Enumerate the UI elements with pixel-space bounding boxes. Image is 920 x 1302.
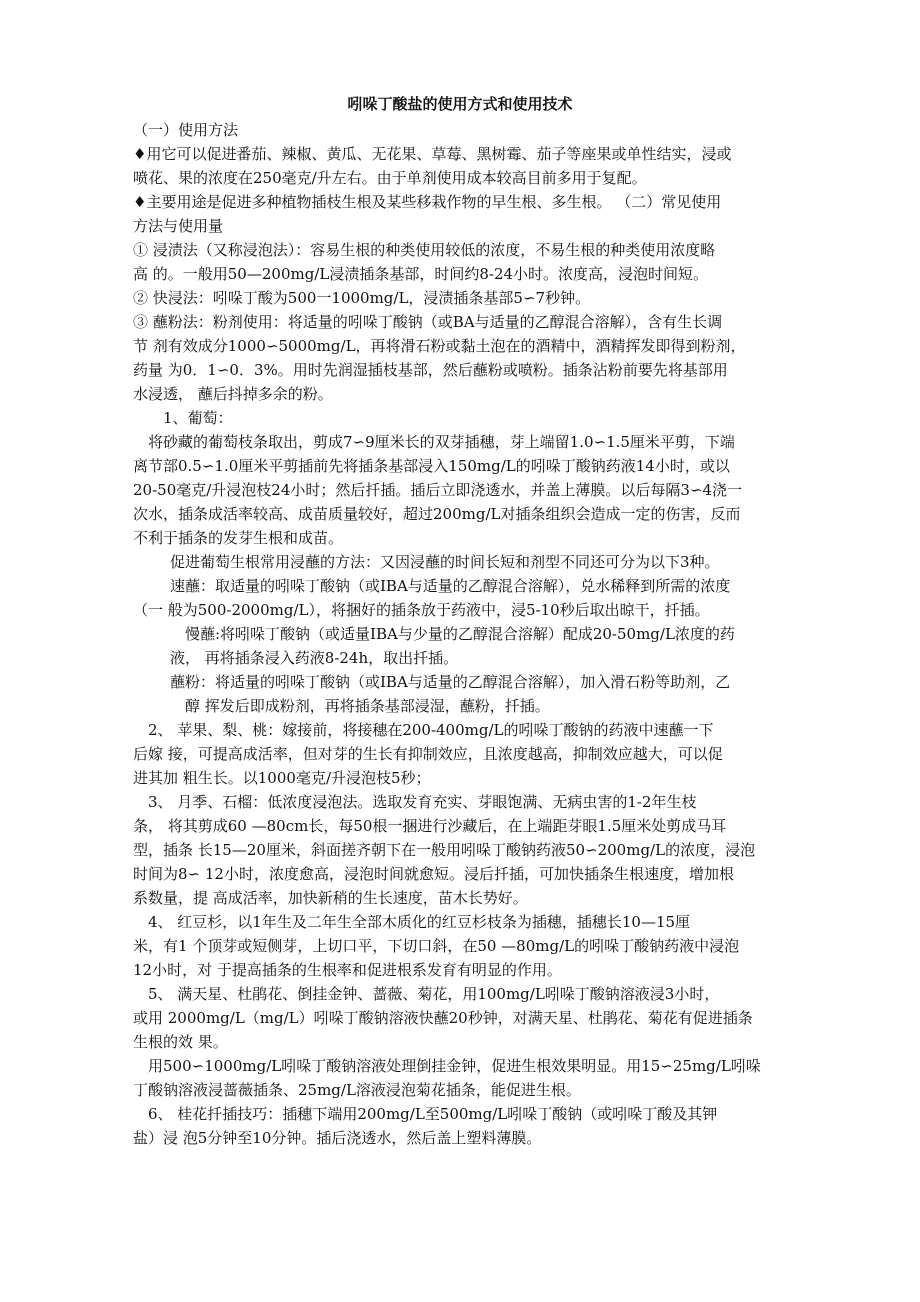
text-line: 速蘸：取适量的吲哚丁酸钠（或IBA与适量的乙醇混合溶解），兑水稀释到所需的浓度 [170, 577, 731, 595]
text-line: 盐）浸 泡5分钟至10分钟。插后浇透水，然后盖上塑料薄膜。 [133, 1129, 542, 1147]
text-line: 蘸粉：将适量的吲哚丁酸钠（或IBA与适量的乙醇混合溶解），加入滑石粉等助剂，乙 [170, 673, 731, 691]
text-line: 将砂藏的葡萄枝条取出，剪成7∽9厘米长的双芽插穗，芽上端留1.0∽1.5厘米平剪，下端 [148, 433, 735, 451]
text-line: 20-50毫克/升浸泡枝24小时；然后扦插。插后立即浇透水，并盖上薄膜。以后每隔3∽4浇一 [133, 481, 743, 499]
text-line: 生根的效 果。 [133, 1033, 228, 1051]
text-line: 用500∽1000mg/L吲哚丁酸钠溶液处理倒挂金钟，促进生根效果明显。用15∽25mg/L吲哚 [148, 1057, 761, 1075]
text-line: 型，插条 长15—20厘米，斜面搓齐朝下在一般用吲哚丁酸钠药液50∽200mg/L的浓度，浸泡 [133, 841, 756, 859]
text-line: ♦用它可以促进番茄、辣椒、黄瓜、无花果、草莓、黑树霉、茄子等座果或单性结实，浸或 [133, 145, 732, 163]
text-line: 次水，插条成活率较高、成苗质量较好，超过200mg/L对插条组织会造成一定的伤害，反而 [133, 505, 741, 523]
text-line: ② 快浸法：吲哚丁酸为500一1000mg/L，浸渍插条基部5∽7秒钟。 [133, 289, 591, 307]
section-heading-grape: 1、葡萄： [163, 409, 233, 427]
text-line: 液， 再将插条浸入药液8-24h，取出扦插。 [170, 649, 459, 667]
text-line: 水浸透， 蘸后抖掉多余的粉。 [133, 385, 333, 403]
text-line: 后嫁 接，可提高成活率，但对芽的生长有抑制效应，且浓度越高，抑制效应越大，可以促 [133, 745, 723, 763]
text-line: ♦主要用途是促进多种植物插枝生根及某些移栽作物的早生根、多生根。 （二）常见使用 [133, 193, 722, 211]
text-line: ③ 蘸粉法：粉剂使用：将适量的吲哚丁酸钠（或BA与适量的乙醇混合溶解），含有生长调 [133, 313, 723, 331]
text-line: 丁酸钠溶液浸蔷薇插条、25mg/L溶液浸泡菊花插条，能促进生根。 [133, 1081, 581, 1099]
text-line: 不利于插条的发芽生根和成苗。 [133, 529, 344, 547]
text-line: 系数量，提 高成活率，加快新稍的生长速度，苗木长势好。 [133, 889, 528, 907]
text-line: 条， 将其剪成60 —80cm长，每50根一捆进行沙藏后，在上端距芽眼1.5厘米处剪成马耳 [133, 817, 727, 835]
section-heading-flowers: 5、 满天星、杜鹃花、倒挂金钟、蔷薇、菊花，用100mg/L吲哚丁酸钠溶液浸3小时， [148, 985, 720, 1003]
text-line: 节 剂有效成分1000∽5000mg/L，再将滑石粉或黏土泡在的酒精中，酒精挥发即得到粉剂， [133, 337, 746, 355]
text-line: （一 般为500-2000mg/L），将捆好的插条放于药液中，浸5-10秒后取出晾干，扦插。 [133, 601, 710, 619]
text-line: 醇 挥发后即成粉剂，再将插条基部浸湿，蘸粉，扦插。 [185, 697, 550, 715]
section-heading-yew: 4、 红豆杉，以1年生及二年生全部木质化的红豆杉枝条为插穗，插穗长10—15厘 [148, 913, 691, 931]
section-heading-rose: 3、 月季、石榴：低浓度浸泡法。选取发育充实、芽眼饱满、无病虫害的1-2年生枝 [148, 793, 697, 811]
text-line: 离节部0.5∽1.0厘米平剪插前先将插条基部浸入150mg/L的吲哚丁酸钠药液14小时，或以 [133, 457, 730, 475]
document-title: 吲哚丁酸盐的使用方式和使用技术 [347, 95, 573, 113]
text-line: 喷花、果的浓度在250毫克/升左右。由于单剂使用成本较高目前多用于复配。 [133, 169, 647, 187]
text-line: 或用 2000mg/L（mg/L）吲哚丁酸钠溶液快蘸20秒钟，对满天星、杜鹃花、菊花有促进插条 [133, 1009, 753, 1027]
section-heading-usage: （一）使用方法 [133, 121, 239, 139]
text-line: 进其加 粗生长。以1000毫克/升浸泡枝5秒； [133, 769, 431, 787]
text-line: ① 浸渍法（又称浸泡法）：容易生根的种类使用较低的浓度，不易生根的种类使用浓度略 [133, 241, 716, 259]
text-line: 药量 为0．1∽0．3%。用时先润湿插枝基部，然后蘸粉或喷粉。插条沾粉前要先将基部用 [133, 361, 728, 379]
text-line: 时间为8∽ 12小时，浓度愈高，浸泡时间就愈短。浸后扦插，可加快插条生根速度，增加根 [133, 865, 734, 883]
section-heading-osmanthus: 6、 桂花扦插技巧：插穗下端用200mg/L至500mg/L吲哚丁酸钠（或吲哚丁酸及其钾 [148, 1105, 718, 1123]
text-line: 方法与使用量 [133, 217, 224, 235]
text-line: 慢蘸:将吲哚丁酸钠（或适量IBA与少量的乙醇混合溶解）配成20-50mg/L浓度的药 [185, 625, 735, 643]
section-heading-apple: 2、 苹果、梨、桃：嫁接前，将接穗在200-400mg/L的吲哚丁酸钠的药液中速蘸一下 [148, 721, 714, 739]
text-line: 高 的。一般用50—200mg/L浸渍插条基部，时间约8-24小时。浓度高，浸泡时间短。 [133, 265, 709, 283]
text-line: 促进葡萄生根常用浸蘸的方法：又因浸蘸的时间长短和剂型不同还可分为以下3种。 [170, 553, 720, 571]
text-line: 米，有1 个顶芽或短侧芽，上切口平，下切口斜，在50 —80mg/L的吲哚丁酸钠药液中浸泡 [133, 937, 740, 955]
text-line: 12小时，对 于提高插条的生根率和促进根系发育有明显的作用。 [133, 961, 562, 979]
